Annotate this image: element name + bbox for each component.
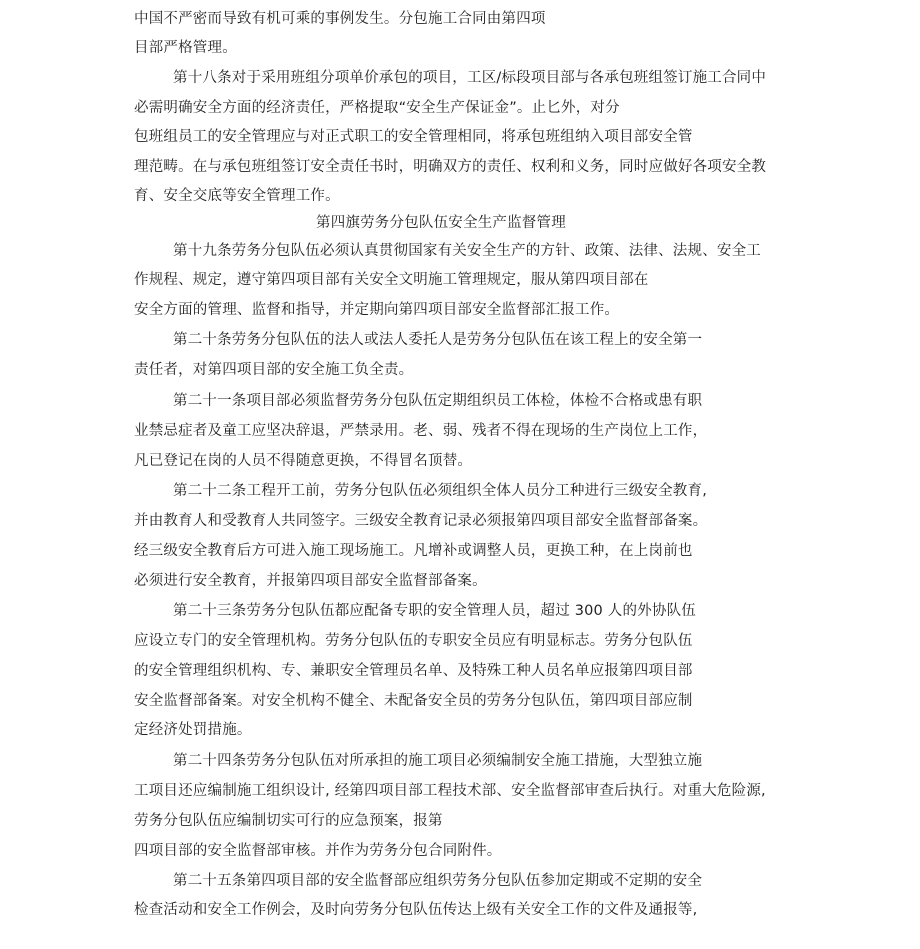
article-21-start: 第二十一条项目部必须监督劳务分包队伍定期组织员工体检，体检不合格或患有职 (173, 393, 703, 409)
text-line: 劳务分包队伍应编制切实可行的应急预案，报第 (134, 813, 443, 829)
text-line: 工项目还应编制施工组织设计, 经第四项目部工程技术部、安全监督部审查后执行。对重大危险源, (134, 783, 766, 799)
article-20-start: 第二十条劳务分包队伍的法人或法人委托人是劳务分包队伍在该工程上的安全第一 (173, 332, 703, 348)
article-24-start: 第二十四条劳务分包队伍对所承担的施工项目必须编制安全施工措施，大型独立施 (173, 753, 703, 769)
text-line: 定经济处罚措施。 (134, 722, 252, 738)
article-25-start: 第二十五条第四项目部的安全监督部应组织劳务分包队伍参加定期或不定期的安全 (173, 873, 703, 889)
text-line: 必需明确安全方面的经济责任，严格提取“安全生产保证金”。止匕外，对分 (134, 100, 620, 116)
text-line: 包班组员工的安全管理应与对正式职工的安全管理相同，将承包班组纳入项目部安全管 (134, 129, 693, 145)
text-line: 目部严格管理。 (134, 40, 237, 56)
article-23-start: 第二十三条劳务分包队伍都应配备专职的安全管理人员，超过 300 人的外协队伍 (173, 603, 696, 619)
text-line: 凡已登记在岗的人员不得随意更换，不得冒名顶替。 (134, 453, 473, 469)
article-19-start: 第十九条劳务分包队伍必须认真贯彻国家有关安全生产的方针、政策、法律、法规、安全工 (173, 243, 761, 259)
text-line: 检查活动和安全工作例会，及时向劳务分包队伍传达上级有关安全工作的文件及通报等, (134, 902, 698, 918)
text-line: 中国不严密而导致有机可乘的事例发生。分包施工合同由第四项 (134, 11, 546, 27)
article-18-start: 第十八条对于采用班组分项单价承包的项目，工区/标段项目部与各承包班组签订施工合同中 (173, 70, 767, 86)
text-line: 安全方面的管理、监督和指导，并定期向第四项目部安全监督部汇报工作。 (134, 302, 620, 318)
text-line: 的安全管理组织机构、专、兼职安全管理员名单、及特殊工种人员名单应报第四项目部 (134, 663, 693, 679)
text-line: 业禁忌症者及童工应坚决辞退，严禁录用。老、弱、残者不得在现场的生产岗位上工作， (134, 423, 708, 439)
text-line: 安全监督部备案。对安全机构不健全、未配备安全员的劳务分包队伍，第四项目部应制 (134, 693, 693, 709)
text-line: 必须进行安全教育，并报第四项目部安全监督部备案。 (134, 573, 487, 589)
section-heading: 第四旗劳务分包队伍安全生产监督管理 (316, 215, 566, 231)
text-line: 育、安全交底等安全管理工作。 (134, 188, 340, 204)
text-line: 四项目部的安全监督部审核。并作为劳务分包合同附件。 (134, 843, 502, 859)
text-line: 应设立专门的安全管理机构。劳务分包队伍的专职安全员应有明显标志。劳务分包队伍 (134, 633, 693, 649)
text-line: 责任者，对第四项目部的安全施工负全责。 (134, 362, 414, 378)
article-22-start: 第二十二条工程开工前，劳务分包队伍必须组织全体人员分工种进行三级安全教育, (173, 483, 708, 499)
text-line: 作规程、规定，遵守第四项目部有关安全文明施工管理规定，服从第四项目部在 (134, 272, 649, 288)
text-line: 并由教育人和受教育人共同签字。三级安全教育记录必须报第四项目部安全监督部备案。 (134, 513, 708, 529)
text-line: 经三级安全教育后方可进入施工现场施工。凡增补或调整人员，更换工种，在上岗前也 (134, 543, 693, 559)
text-line: 理范畴。在与承包班组签订安全责任书时，明确双方的责任、权利和义务，同时应做好各项安全教 (134, 159, 767, 175)
